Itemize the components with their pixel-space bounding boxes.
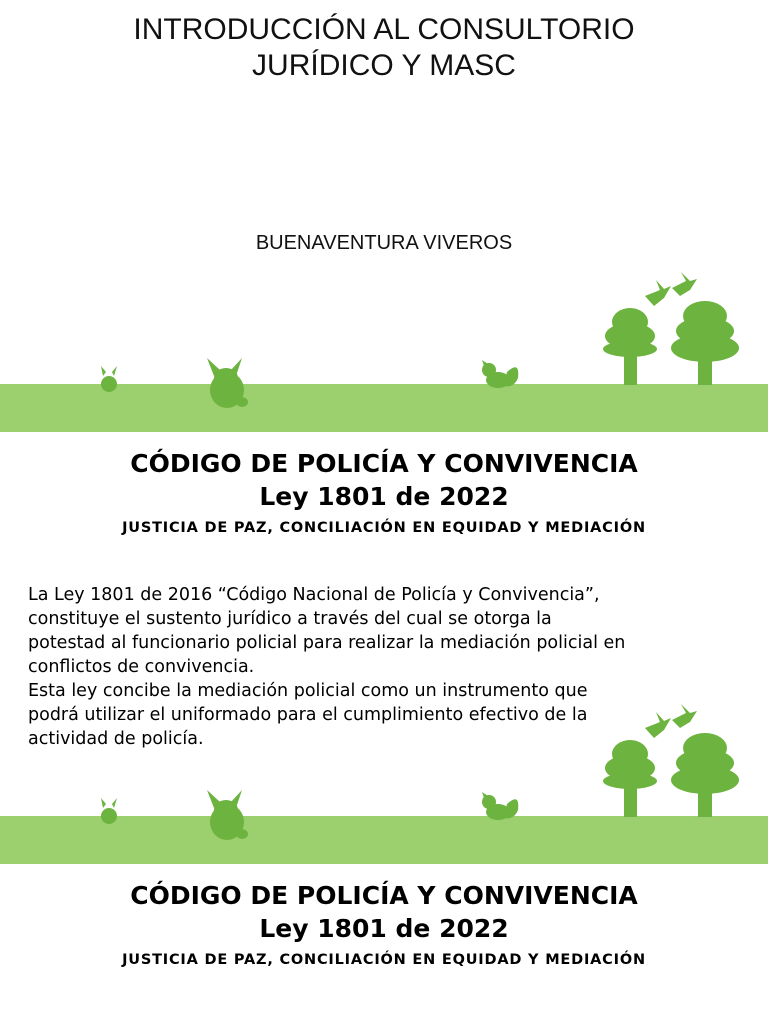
paragraph-line: La Ley 1801 de 2016 “Código Nacional de Policía y Convivencia”,: [28, 585, 600, 605]
rabbit-icon: [101, 798, 117, 824]
tree-icon: [603, 308, 657, 385]
slide-content: [0, 432, 768, 864]
paragraph-line: conflictos de convivencia.: [28, 657, 255, 677]
grass-band: [0, 384, 768, 432]
heading-line-2: Ley 1801 de 2022: [259, 914, 509, 943]
heading-line-1: CÓDIGO DE POLICÍA Y CONVIVENCIA: [130, 881, 638, 910]
title-line-1: INTRODUCCIÓN AL CONSULTORIO: [133, 13, 635, 46]
author-name: BUENAVENTURA VIVEROS: [255, 232, 513, 254]
paragraph-line: constituye el sustento jurídico a través del cual se otorga la: [28, 609, 552, 629]
slide-subheading: JUSTICIA DE PAZ, CONCILIACIÓN EN EQUIDAD Y MEDIACIÓN: [122, 520, 646, 536]
tree-icon: [603, 740, 657, 817]
paragraph-line: actividad de policía.: [28, 729, 204, 749]
presentation-title: [0, 12, 768, 84]
bird-icon: [672, 272, 697, 296]
paragraph-line: potestad al funcionario policial para realizar la mediación policial en: [28, 633, 626, 653]
tree-icon: [671, 301, 739, 385]
body-paragraphs: [28, 583, 718, 751]
slide-heading: [0, 447, 768, 513]
paragraph-line: podrá utilizar el uniformado para el cumplimiento efectivo de la: [28, 705, 588, 725]
rabbit-icon: [101, 366, 117, 392]
grass-band: [0, 816, 768, 864]
bird-icon: [645, 280, 671, 306]
rabbit-icon: [207, 790, 248, 840]
paragraph-line: Esta ley concibe la mediación policial como un instrumento que: [28, 681, 588, 701]
slide-heading: [0, 879, 768, 945]
heading-line-2: Ley 1801 de 2022: [259, 482, 509, 511]
slide-subheading: JUSTICIA DE PAZ, CONCILIACIÓN EN EQUIDAD Y MEDIACIÓN: [122, 952, 646, 968]
squirrel-icon: [482, 792, 518, 820]
squirrel-icon: [482, 360, 518, 388]
rabbit-icon: [207, 358, 248, 408]
title-line-2: JURÍDICO Y MASC: [252, 49, 516, 82]
slide-title: [0, 0, 768, 432]
slide-content-cut: [0, 864, 768, 1024]
heading-line-1: CÓDIGO DE POLICÍA Y CONVIVENCIA: [130, 449, 638, 478]
